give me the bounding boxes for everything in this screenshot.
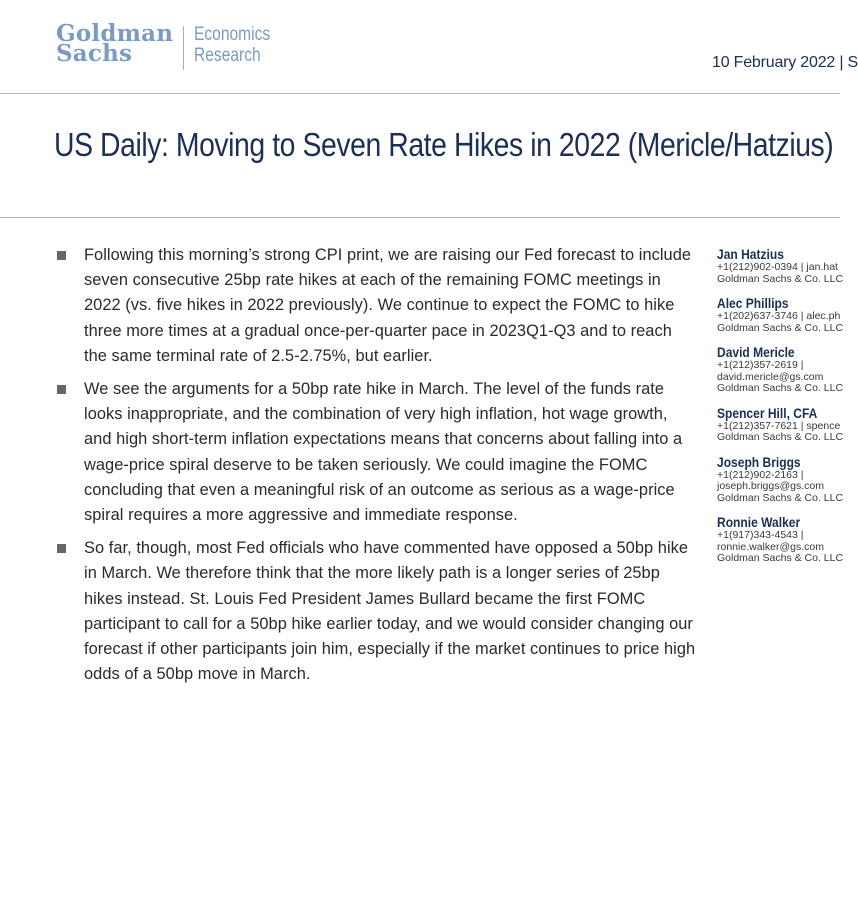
authors-sidebar [717, 246, 844, 575]
author-block [717, 295, 844, 334]
author-block [717, 404, 844, 444]
section-line-1: Economics [194, 24, 271, 45]
author-firm: Goldman Sachs & Co. LLC [717, 431, 844, 443]
author-contact: +1(212)357-2619 | [717, 359, 804, 371]
author-firm: Goldman Sachs & Co. LLC [717, 272, 844, 285]
bullet-text: We see the arguments for a 50bp rate hike in March. The level of the funds rate looks inappropriate, and the combination of very high inflation, hot wage growth, and high short-term inflation expectations means that concerns about falling into a wage-price spiral deserve to be taken seriously. We could imagine the FOMC concluding that even a meaningful risk of an outcome as serious as a wage-price spiral requires a more aggressive and immediate response. [84, 380, 683, 525]
goldman-sachs-logo [56, 20, 287, 70]
author-contact: +1(212)902-0394 | jan.hat [717, 261, 838, 273]
logo-wordmark [56, 20, 174, 67]
logo-line-2: Sachs [56, 40, 133, 67]
author-block [717, 246, 844, 285]
author-block [717, 514, 844, 565]
logo-line-1: Goldman [56, 20, 174, 47]
bullet-text: So far, though, most Fed officials who have commented have opposed a 50bp hike in March. We therefore think that the more likely path is a longer series of 25bp hikes instead. St. Louis Fed President James Bullard became the first FOMC participant to call for a 50bp hike earlier today, and we would consider changing our forecast if other participants join him, especially if the market continues to price high odds of a 50bp move in March. [84, 539, 696, 684]
author-name[interactable]: Spencer Hill, CFA [717, 404, 818, 421]
author-name[interactable]: Alec Phillips [717, 295, 789, 311]
bullet-text: Following this morning’s strong CPI print, we are raising our Fed forecast to include seven consecutive 25bp rate hikes at each of the remaining FOMC meetings in 2022 (vs. five hikes in 2022 previously). We continue to expect the FOMC to hike three more times at a gradual once-per-quarter pace in 2023Q1-Q3 and to reach the same terminal rate of 2.5-2.75%, but earlier. [84, 246, 692, 365]
bullet-item [56, 243, 696, 369]
author-email[interactable]: joseph.briggs@gs.com [717, 480, 824, 492]
author-name[interactable]: David Mericle [717, 344, 795, 360]
author-name[interactable]: Joseph Briggs [717, 453, 801, 470]
report-title: US Daily: Moving to Seven Rate Hikes in 2022 (Mericle/Hatzius) [54, 126, 834, 163]
section-name [194, 24, 287, 66]
summary-bullets [56, 243, 696, 695]
author-firm: Goldman Sachs & Co. LLC [717, 491, 844, 504]
bullet-item [56, 377, 696, 528]
publication-date: 10 February 2022 | S [712, 54, 858, 71]
author-contact: +1(212)902-2163 | [717, 468, 804, 481]
logo-divider [183, 26, 184, 70]
author-email[interactable]: ronnie.walker@gs.com [717, 540, 824, 553]
author-contact: +1(917)343-4543 | [717, 529, 804, 541]
bullet-square-icon [57, 544, 66, 553]
author-firm: Goldman Sachs & Co. LLC [717, 382, 844, 394]
bullet-square-icon [57, 251, 66, 260]
author-email[interactable]: david.mericle@gs.com [717, 370, 824, 383]
author-block [717, 344, 844, 395]
section-line-2: Research [194, 45, 261, 66]
bullet-item [56, 536, 696, 687]
author-name[interactable]: Ronnie Walker [717, 514, 801, 530]
author-contact: +1(212)357-7621 | spence [717, 419, 841, 432]
author-firm: Goldman Sachs & Co. LLC [717, 321, 844, 334]
author-block [717, 453, 844, 505]
bullet-square-icon [57, 385, 66, 394]
author-firm: Goldman Sachs & Co. LLC [717, 552, 844, 564]
author-name[interactable]: Jan Hatzius [717, 246, 784, 262]
author-contact: +1(202)637-3746 | alec.ph [717, 310, 841, 322]
title-divider [0, 217, 840, 218]
header-divider [0, 93, 840, 94]
